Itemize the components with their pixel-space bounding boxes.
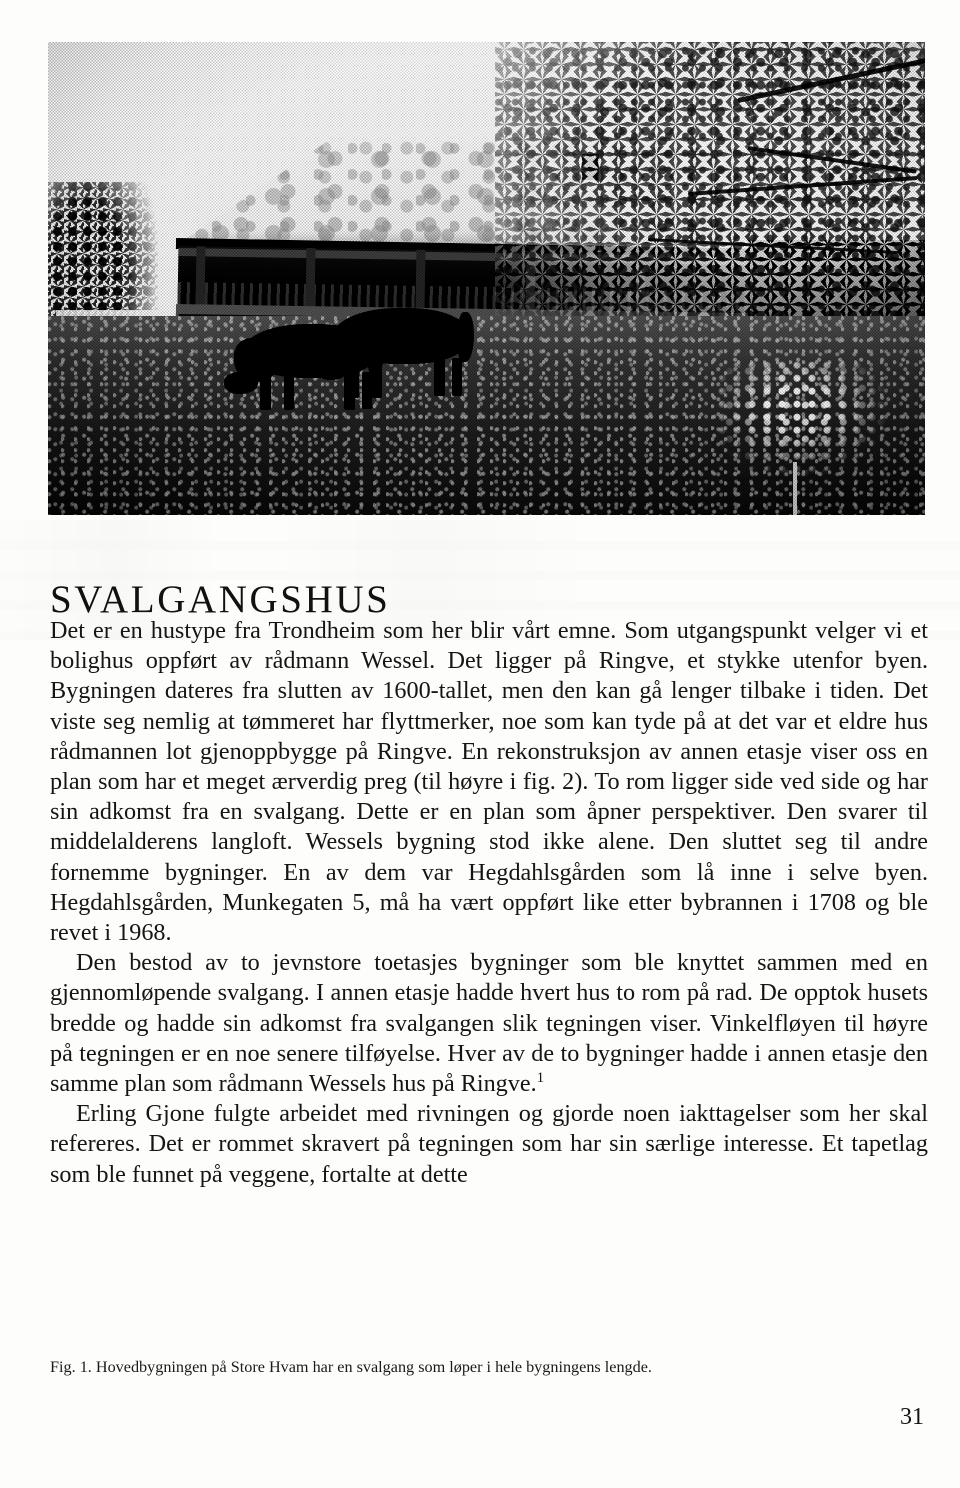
- paragraph: Den bestod av to jevnstore toetasjes bygninger som ble knyttet sammen med en gjennomløpende svalgang. I annen etasje hadde hvert hus to rom på rad. De opptok husets bredde og hadde sin adkomst fra svalgangen slik tegningen viser. Vinkelfløyen til høyre på tegningen er en noe senere tilføyelse. Hver av de to bygninger hadde i annen etasje den samme plan som rådmann Wessels hus på Ringve.$^1$: [50, 949, 928, 1098]
- article-body: [50, 616, 928, 1190]
- gallery-post: [196, 246, 206, 308]
- footnote-marker: 1: [536, 1069, 545, 1086]
- horse-leg: [260, 372, 271, 410]
- paragraph: Det er en hustype fra Trondheim som her blir vårt emne. Som utgangspunkt velger vi et bolighus oppført av rådmann Wessel. Det ligger på Ringve, et stykke utenfor byen. Bygningen dateres fra slutten av 1600-tallet, men den kan gå lenger tilbake i tiden. Det viste seg nemlig at tømmeret har flyttmerker, noe som kan tyde på at det var et eldre hus rådmannen lot gjenoppbygge på Ringve. En rekonstruksjon av annen etasje viser oss en plan som har et meget ærverdig preg (til høyre i fig. 2). To rom ligger side ved side og har sin adkomst fra en svalgang. Dette er en plan som åpner perspektiver. Den svarer til middelalderens langloft. Wessels bygning stod ikke alene. Den sluttet seg til andre fornemme bygninger. En av dem var Hegdahlsgården som lå inne i selve byen. Hegdahlsgården, Munkegaten 5, må ha vært oppført like etter bybrannen i 1708 og ble revet i 1968.: [50, 617, 928, 947]
- horse-head: [316, 358, 348, 380]
- page-number: 31: [900, 1404, 924, 1430]
- horse-leg: [452, 358, 462, 396]
- horse-leg: [372, 360, 382, 398]
- gallery-post: [415, 250, 425, 312]
- horse-head: [224, 372, 258, 394]
- page-title: SVALGANGSHUS: [50, 578, 391, 622]
- young-tree-stake: [793, 462, 797, 515]
- horse-leg: [284, 374, 294, 410]
- young-tree-crown: [716, 360, 886, 480]
- horse-leg: [348, 358, 359, 398]
- figure-caption: Fig. 1. Hovedbygningen på Store Hvam har en svalgang som løper i hele bygningens lengde.: [50, 1358, 652, 1376]
- horse-leg: [362, 372, 372, 409]
- gallery-post: [305, 248, 315, 310]
- horse-leg: [434, 356, 445, 396]
- figure-photograph: [48, 42, 925, 515]
- paragraph: Erling Gjone fulgte arbeidet med rivningen og gjorde noen iakttagelser som her skal refereres. Det er rommet skravert på tegningen som har sin særlige interesse. Et tapetlag som ble funnet på veggene, fortalte at dette: [50, 1100, 928, 1188]
